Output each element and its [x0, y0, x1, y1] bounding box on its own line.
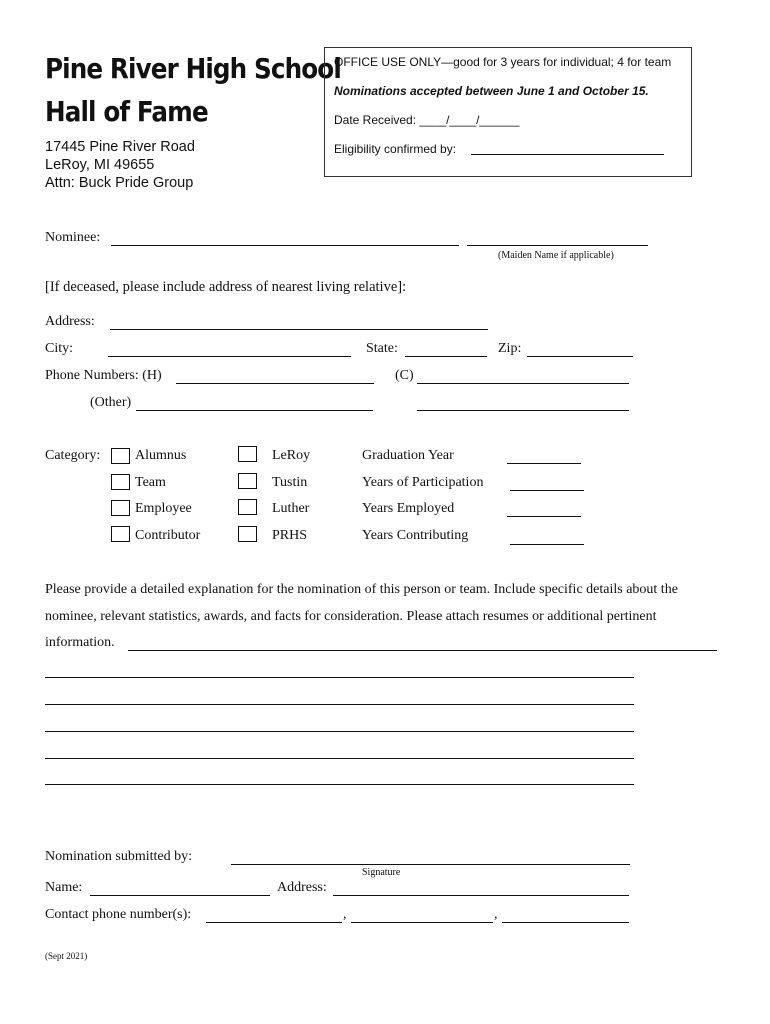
- option-label-team: Team: [135, 475, 166, 490]
- option-label-tustin: Tustin: [272, 475, 308, 490]
- option-label-prhs: PRHS: [272, 528, 308, 543]
- submitter-phone-line-2[interactable]: [351, 922, 493, 923]
- option-label-leroy: LeRoy: [272, 448, 311, 463]
- years-participation-label: Years of Participation: [362, 475, 484, 490]
- submitted-by-label: Nomination submitted by:: [45, 849, 192, 864]
- revision-date: (Sept 2021): [45, 951, 88, 961]
- checkbox-alumnus[interactable]: [111, 448, 130, 464]
- other-phone-label: (Other): [90, 395, 132, 410]
- years-contributing-label: Years Contributing: [362, 528, 469, 543]
- form-title-line1: Pine River High School: [45, 52, 341, 85]
- years-participation-line[interactable]: [510, 490, 584, 491]
- option-label-contributor: Contributor: [135, 528, 201, 543]
- state-label: State:: [366, 341, 398, 356]
- submitter-address-label: Address:: [277, 880, 327, 895]
- maiden-name-note: (Maiden Name if applicable): [498, 250, 614, 261]
- signature-line[interactable]: [231, 864, 630, 865]
- years-contributing-line[interactable]: [510, 544, 584, 545]
- submitter-phone-label: Contact phone number(s):: [45, 907, 192, 922]
- checkbox-prhs[interactable]: [238, 526, 257, 542]
- explanation-line-0[interactable]: [128, 650, 717, 651]
- graduation-year-label: Graduation Year: [362, 448, 454, 463]
- school-address-line2: LeRoy, MI 49655: [45, 157, 155, 173]
- phone-separator-1: ,: [343, 907, 347, 922]
- submitter-name-line[interactable]: [90, 895, 270, 896]
- home-phone-line[interactable]: [176, 383, 374, 384]
- nominee-name-line[interactable]: [111, 245, 459, 246]
- explanation-text-line1: Please provide a detailed explanation for the nomination of this person or team. Include specific details about the: [45, 582, 678, 597]
- explanation-text-line2: nominee, relevant statistics, awards, and facts for consideration. Please attach resumes or additional pertinent: [45, 609, 657, 624]
- nominee-label: Nominee:: [45, 230, 101, 245]
- form-title-line2: Hall of Fame: [45, 95, 208, 128]
- address-label: Address:: [45, 314, 95, 329]
- school-address-line1: 17445 Pine River Road: [45, 139, 195, 155]
- other-phone-line-2[interactable]: [417, 410, 629, 411]
- years-employed-label: Years Employed: [362, 501, 455, 516]
- explanation-text-line3: information.: [45, 635, 115, 650]
- maiden-name-line[interactable]: [467, 245, 648, 246]
- signature-note: Signature: [362, 867, 401, 878]
- graduation-year-line[interactable]: [507, 463, 581, 464]
- other-phone-line[interactable]: [136, 410, 373, 411]
- checkbox-tustin[interactable]: [238, 473, 257, 489]
- home-phone-label: Phone Numbers: (H): [45, 368, 162, 383]
- submitter-phone-line-1[interactable]: [206, 922, 342, 923]
- eligibility-label: Eligibility confirmed by:: [334, 142, 457, 156]
- checkbox-luther[interactable]: [238, 499, 257, 515]
- office-use-note: OFFICE USE ONLY—good for 3 years for individual; 4 for team: [334, 55, 672, 69]
- checkbox-leroy[interactable]: [238, 446, 257, 462]
- explanation-line-3[interactable]: [45, 731, 634, 732]
- zip-label: Zip:: [498, 341, 522, 356]
- nomination-window-note: Nominations accepted between June 1 and October 15.: [334, 84, 649, 98]
- checkbox-team[interactable]: [111, 474, 130, 490]
- city-label: City:: [45, 341, 74, 356]
- submitter-address-line[interactable]: [333, 895, 629, 896]
- date-received-label: Date Received: ____/____/______: [334, 113, 520, 127]
- explanation-line-1[interactable]: [45, 677, 634, 678]
- cell-phone-label: (C): [395, 368, 414, 383]
- submitter-name-label: Name:: [45, 880, 83, 895]
- option-label-luther: Luther: [272, 501, 310, 516]
- city-line[interactable]: [108, 356, 351, 357]
- school-address-line3: Attn: Buck Pride Group: [45, 175, 194, 191]
- office-use-box: [324, 47, 692, 177]
- zip-line[interactable]: [527, 356, 633, 357]
- phone-separator-2: ,: [494, 907, 498, 922]
- address-line[interactable]: [110, 329, 488, 330]
- deceased-note: [If deceased, please include address of nearest living relative]:: [45, 279, 407, 295]
- explanation-line-2[interactable]: [45, 704, 634, 705]
- option-label-alumnus: Alumnus: [135, 448, 187, 463]
- option-label-employee: Employee: [135, 501, 192, 516]
- explanation-line-5[interactable]: [45, 784, 634, 785]
- explanation-line-4[interactable]: [45, 758, 634, 759]
- cell-phone-line[interactable]: [417, 383, 629, 384]
- eligibility-line[interactable]: [471, 154, 664, 155]
- checkbox-employee[interactable]: [111, 500, 130, 516]
- state-line[interactable]: [405, 356, 487, 357]
- checkbox-contributor[interactable]: [111, 526, 130, 542]
- category-label: Category:: [45, 448, 101, 463]
- submitter-phone-line-3[interactable]: [502, 922, 629, 923]
- years-employed-line[interactable]: [507, 516, 581, 517]
